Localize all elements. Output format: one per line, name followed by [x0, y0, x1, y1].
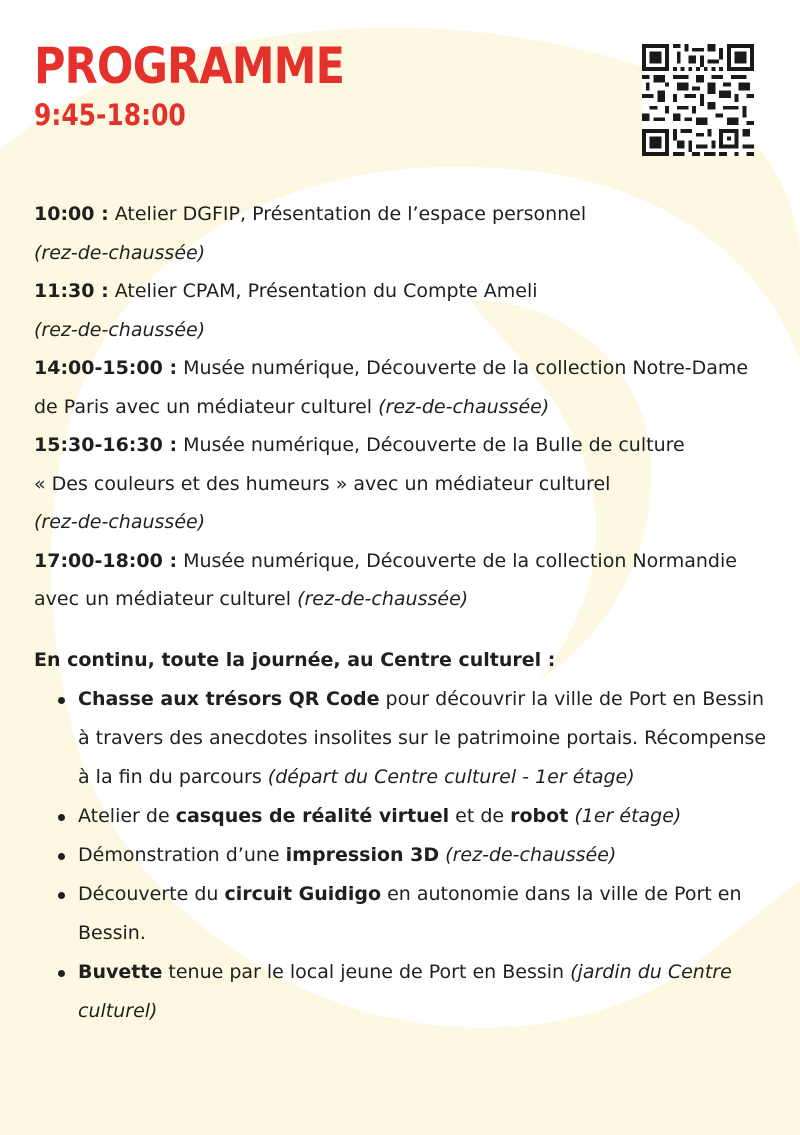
- schedule-text: Musée numérique, Découverte de la collection Notre-Dame de Paris avec un médiateur culturel: [34, 357, 749, 418]
- bullet-icon: [58, 892, 65, 899]
- header: [34, 38, 395, 132]
- schedule-item: [34, 195, 774, 272]
- activity-text: en autonomie dans la ville de Port en Bessin.: [78, 883, 742, 944]
- continuous-activities: [34, 641, 774, 1031]
- bullet-icon: [58, 697, 65, 704]
- schedule-time: 15:30-16:30 :: [34, 434, 178, 456]
- qr-code-icon[interactable]: [642, 44, 754, 156]
- activity-location: (1er étage): [568, 805, 682, 827]
- list-item: [78, 953, 774, 1031]
- activity-title: Chasse aux trésors QR Code: [78, 688, 380, 710]
- schedule-location: (rez-de-chaussée): [34, 241, 206, 264]
- activity-text: Démonstration d’une: [78, 844, 286, 866]
- schedule-text: Musée numérique, Découverte de la Bulle de culture: [177, 434, 685, 456]
- schedule-location: (rez-de-chaussée): [34, 511, 206, 533]
- schedule-text: Atelier CPAM, Présentation du Compte Ameli: [108, 280, 538, 302]
- list-item: [78, 797, 774, 836]
- activity-title: circuit Guidigo: [224, 883, 382, 905]
- schedule-location: (rez-de-chaussée): [34, 318, 206, 341]
- schedule: [34, 195, 774, 619]
- schedule-location: (rez-de-chaussée): [378, 395, 550, 418]
- schedule-item: [34, 542, 774, 619]
- schedule-location: (rez-de-chaussée): [297, 588, 469, 610]
- activity-text: pour découvrir la ville de Port en Bessin à travers des anecdotes insolites sur le patrimoine portais. Récompense à la fin du parcours: [78, 688, 767, 788]
- bullet-icon: [58, 853, 65, 860]
- activity-text: Atelier de: [78, 805, 176, 827]
- list-item: [78, 680, 774, 797]
- bullet-icon: [58, 814, 65, 821]
- bullet-icon: [58, 970, 65, 977]
- schedule-time: 11:30 :: [34, 280, 109, 302]
- schedule-time: 10:00 :: [34, 203, 109, 225]
- activity-title: robot: [510, 805, 569, 827]
- schedule-text-continued: « Des couleurs et des humeurs » avec un médiateur culturel: [34, 472, 611, 495]
- activity-location: (rez-de-chaussée): [439, 844, 617, 866]
- activity-text: et de: [449, 805, 511, 827]
- page-title: PROGRAMME: [34, 37, 345, 95]
- schedule-item: [34, 272, 774, 349]
- activity-location: (jardin du Centre culturel): [78, 961, 732, 1022]
- activity-location: (départ du Centre culturel - 1er étage): [267, 766, 635, 788]
- schedule-text: Musée numérique, Découverte de la collection Normandie avec un médiateur culturel: [34, 549, 737, 610]
- schedule-text: Atelier DGFIP, Présentation de l’espace personnel: [108, 203, 587, 225]
- activity-list: [34, 680, 774, 1031]
- activity-title: impression 3D: [285, 844, 440, 866]
- schedule-item: [34, 349, 774, 426]
- activity-text: tenue par le local jeune de Port en Bessin: [162, 961, 571, 983]
- activity-text: Découverte du: [78, 883, 225, 905]
- list-item: [78, 875, 774, 953]
- activity-title: casques de réalité virtuel: [175, 805, 450, 827]
- schedule-item: [34, 426, 774, 542]
- schedule-time: 17:00-18:00 :: [34, 549, 178, 572]
- activity-title: Buvette: [78, 961, 163, 983]
- section-heading: En continu, toute la journée, au Centre culturel :: [34, 649, 556, 671]
- list-item: [78, 836, 774, 875]
- opening-hours: 9:45-18:00: [34, 98, 186, 132]
- schedule-time: 14:00-15:00 :: [34, 357, 178, 379]
